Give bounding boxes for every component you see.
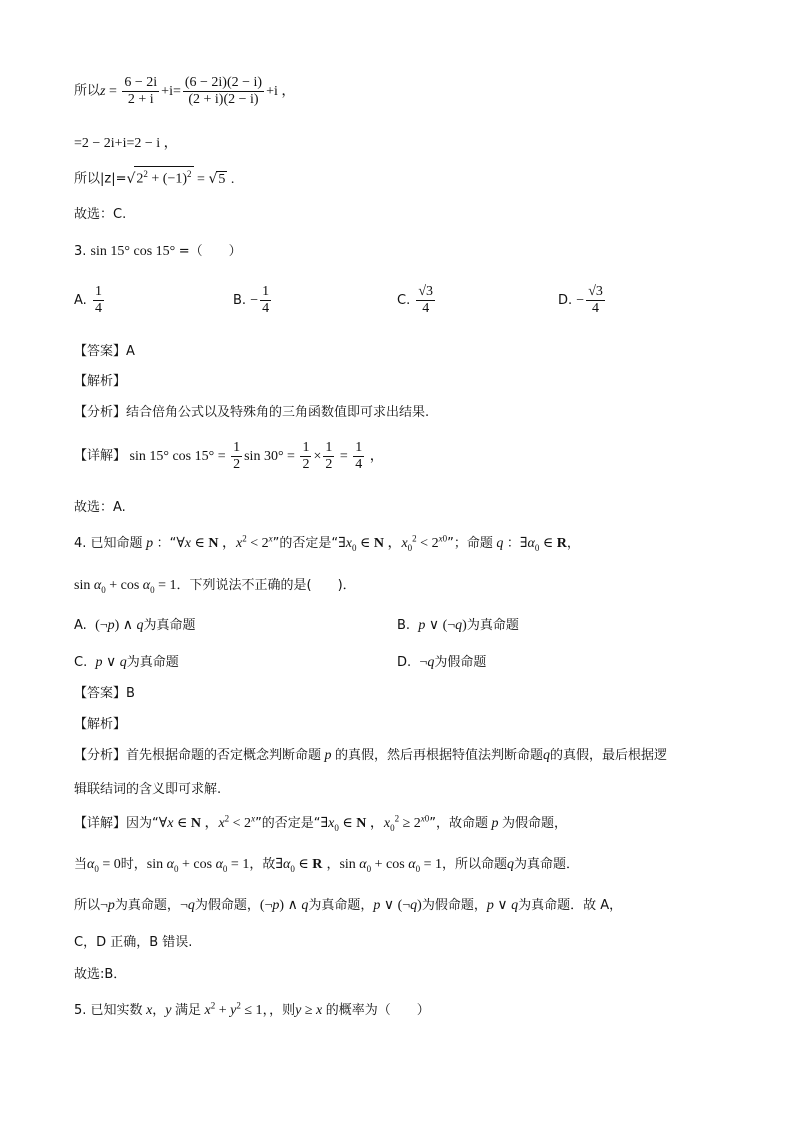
modulus-prefix: 所以|z|= [74, 171, 127, 187]
q3-option-d: D. − $\frac{√3}{4}$ [558, 284, 603, 316]
formula-modulus: $√2^2 + (-1)^2 = √5$ . [126, 172, 234, 187]
q4-detail-4: C，D 正确，B 错误. [74, 935, 193, 950]
q4-choice: 故选:B． [74, 967, 127, 982]
q3-fenxi: 【分析】结合倍角公式以及特殊角的三角函数值即可求出结果. [74, 405, 430, 420]
q4-option-d: D. ¬q为假命题 [397, 655, 487, 670]
so-prefix: 所以 [74, 83, 101, 99]
q3-option-a: A. $\frac{1}{4}$ [74, 284, 102, 316]
q3-formula: sin 15° cos 15° [90, 244, 179, 259]
q3-stem-tail: =（ ） [178, 244, 242, 259]
solution-line-z [74, 75, 295, 108]
q4-fenxi-2: 辑联结词的含义即可求解. [74, 782, 222, 797]
q4-option-c: C. p ∨ q为真命题 [74, 655, 179, 670]
q3-choice: 故选：A. [74, 500, 126, 515]
q3-option-b: B. − $\frac{1}{4}$ [233, 284, 270, 316]
q3-option-c: C. $\frac{√3}{4}$ [397, 284, 434, 316]
q3-stem [74, 240, 242, 260]
q4-answer: 【答案】B [74, 686, 135, 701]
formula-z-fraction: z = $\frac{6 - 2i}{2 + i}$ +i= $\frac{(6 - 2i)(2 - i)}{(2 + i)(2 - i)}$ +i ， [100, 75, 296, 107]
q4-option-b: B. p ∨ (¬q)为真命题 [397, 618, 519, 633]
q4-option-a: A. (¬p) ∧ q为真命题 [74, 618, 196, 633]
solution-line-simplify: =2 − 2i+i=2 − i ， [74, 136, 178, 151]
q3-detail-formula: sin 15° cos 15° = $\frac{1}{2}$ sin 30° = $\frac{1}{2}$ × $\frac{1}{2}$ = $\frac{1}{4}$ ， [126, 440, 384, 472]
q4-fenxi-1: 【分析】首先根据命题的否定概念判断命题 p 的真假，然后再根据特值法判断命题q的真假，最后根据逻 [74, 748, 668, 763]
q3-answer: 【答案】A [74, 344, 135, 359]
q4-analysis-label: 【解析】 [74, 717, 127, 732]
q3-detail: 【详解】 sin 15° cos 15° = $\frac{1}{2}$ sin 30° = $\frac{1}{2}$ × $\frac{1}{2}$ = $\frac{1}{4}$ ， [74, 440, 384, 472]
q2-choice: 故选：C. [74, 207, 127, 222]
q3-number: 3. [74, 244, 87, 259]
solution-line-modulus [74, 166, 234, 188]
q4-stem-1: 4. 已知命题 p ：“∀x ∈ N ，$x^2 < 2^x$”的否定是“$\exists x_0$ ∈ N ，$x_0^2 < 2^{x0}$”；命题 q ：$\exists\alpha_0$ ∈ R， [74, 533, 580, 553]
q3-analysis-label: 【解析】 [74, 374, 127, 389]
q4-detail-2: 当$\alpha_0 = 0$时，$\sin \alpha_0 + \cos \alpha_0 = 1$，故$\exists\alpha_0$ ∈ R ，$\sin \alpha_0 + \cos \alpha_0 = 1$，所以命题q为真命题． [74, 857, 580, 874]
q5-stem: 5. 已知实数 x，y 满足 $x^2 + y^2 \le 1$，，则y ≥ x 的概率为（ ） [74, 1000, 430, 1018]
q4-detail-3: 所以¬p为真命题，¬q为假命题，(¬p) ∧ q为真命题，p ∨ (¬q)为假命题，p ∨ q为真命题．故 A， [74, 898, 623, 913]
q4-detail-1: 【详解】因为“∀x ∈ N ，$x^2 < 2^x$”的否定是“$\exists x_0$ ∈ N ，$x_0^2 \ge 2^{x0}$”，故命题 p 为假命题， [74, 813, 568, 833]
q4-stem-2: $\sin \alpha_0 + \cos \alpha_0 = 1$．下列说法不正确的是( )． [74, 578, 356, 595]
